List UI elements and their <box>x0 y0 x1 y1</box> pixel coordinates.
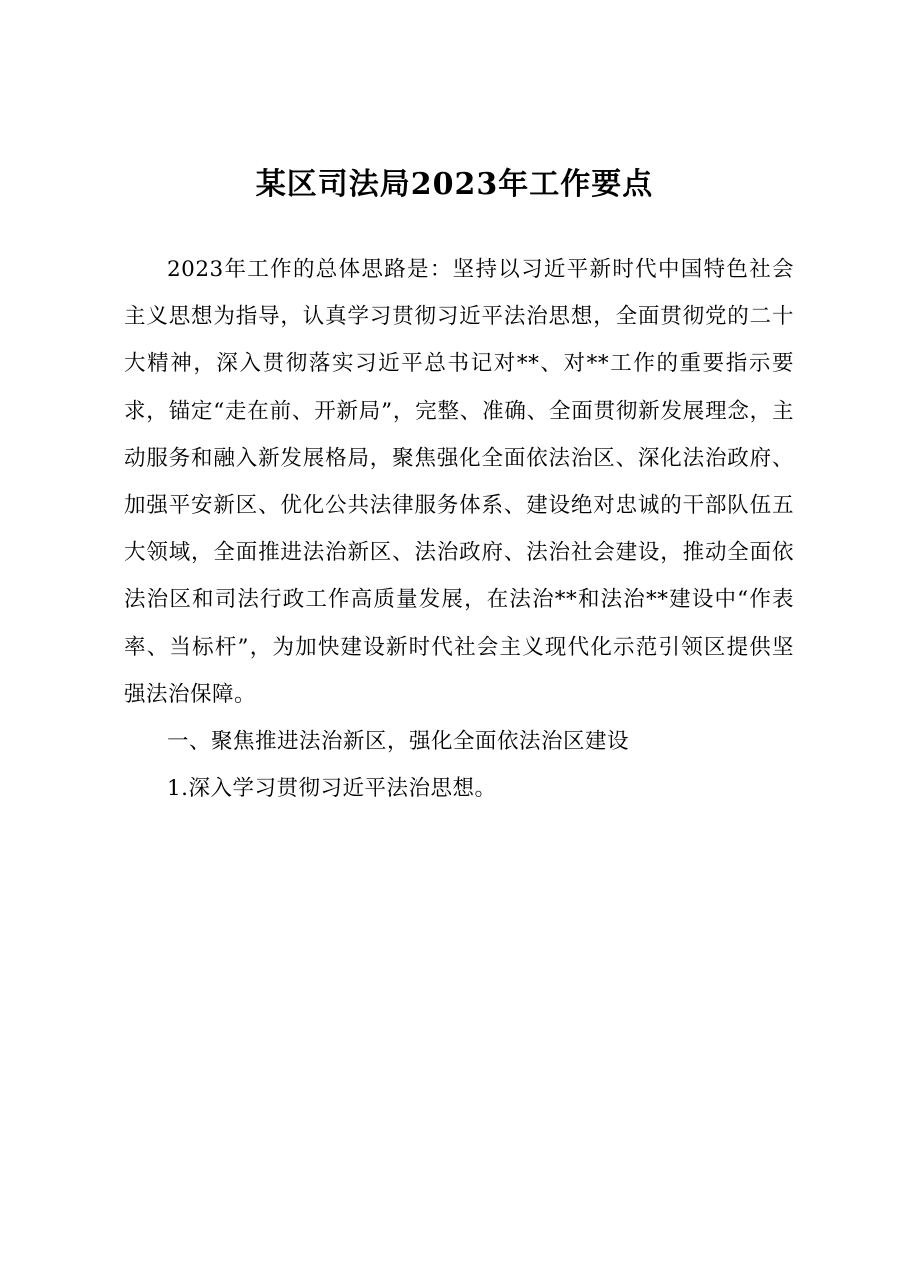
list-item: 1.深入学习贯彻习近平法治思想。 <box>167 776 497 802</box>
document-title: 某区司法局2023年工作要点 <box>255 167 654 202</box>
document-body <box>124 246 794 812</box>
intro-paragraph: 2023年工作的总体思路是：坚持以习近平新时代中国特色社会主义思想为指导，认真学习贯彻习近平法治思想，全面贯彻党的二十大精神，深入贯彻落实习近平总书记对**、对**工作的重要指示要求，锚定“走在前、开新局”，完整、准确、全面贯彻新发展理念，主动服务和融入新发展格局，聚焦强化全面依法治区、深化法治政府、加强平安新区、优化公共法律服务体系、建设绝对忠诚的干部队伍五大领域，全面推进法治新区、法治政府、法治社会建设，推动全面依法治区和司法行政工作高质量发展，在法治**和法治**建设中“作表率、当标杆”，为加快建设新时代社会主义现代化示范引领区提供坚强法治保障。 <box>124 257 794 707</box>
section-heading: 一、聚焦推进法治新区，强化全面依法治区建设 <box>167 729 630 755</box>
